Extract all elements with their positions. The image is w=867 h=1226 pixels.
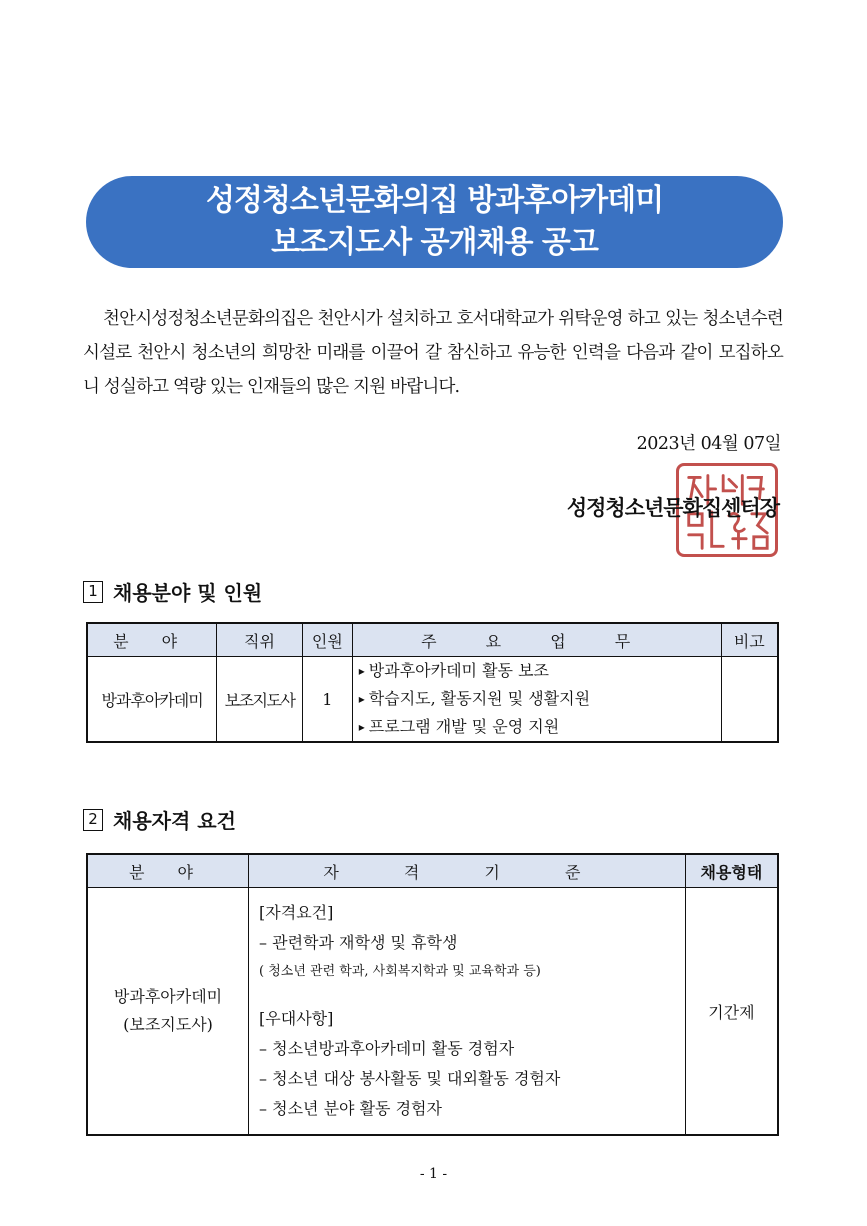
qualification-table — [86, 853, 779, 1136]
row-duties — [352, 657, 721, 743]
header-duties: 주 요 업 무 — [352, 623, 721, 657]
section-2-title: 채용자격 요건 — [113, 809, 236, 833]
section-2-heading — [83, 805, 236, 834]
field-line-1: 방과후아카데미 — [113, 987, 223, 1006]
requirement-note: ( 청소년 관련 학과, 사회복지학과 및 교육학과 등) — [259, 964, 541, 979]
title-line-2: 보조지도사 공개채용 공고 — [271, 225, 598, 260]
title-banner — [86, 176, 783, 268]
section-1-title: 채용분야 및 인원 — [113, 581, 263, 605]
duty-item: ▸ 프로그램 개발 및 운영 지원 — [359, 713, 715, 741]
row-position: 보조지도사 — [217, 657, 303, 743]
field-line-2: (보조지도사) — [123, 1015, 213, 1034]
row-field: 방과후아카데미 — [87, 657, 217, 743]
row-count: 1 — [302, 657, 352, 743]
header-employment-type: 채용형태 — [685, 854, 778, 888]
header-note: 비고 — [721, 623, 778, 657]
row-employment-type: 기간제 — [685, 888, 778, 1136]
notice-date: 2023년 04월 07일 — [636, 434, 781, 454]
header-count: 인원 — [302, 623, 352, 657]
table-row — [87, 888, 778, 1136]
organization-signature: 성정청소년문화집센터장 — [566, 496, 779, 520]
row-note — [721, 657, 778, 743]
section-1-number: 1 — [83, 581, 103, 603]
preference-heading: [우대사항] — [259, 1009, 334, 1028]
preference-item: – 청소년방과후아카데미 활동 경험자 — [259, 1039, 515, 1058]
duty-item: ▸ 학습지도, 활동지원 및 생활지원 — [359, 685, 715, 713]
header-field: 분 야 — [87, 854, 249, 888]
row-field — [87, 888, 249, 1136]
row-criteria — [249, 888, 686, 1136]
header-criteria: 자 격 기 준 — [249, 854, 686, 888]
intro-paragraph: 천안시성정청소년문화의집은 천안시가 설치하고 호서대학교가 위탁운영 하고 있는 청소년수련시설로 천안시 청소년의 희망찬 미래를 이끌어 갈 참신하고 유능한 인력을 다음과 같이 모집하오니 성실하고 역량 있는 인재들의 많은 지원 바랍니다. — [83, 309, 783, 397]
header-position: 직위 — [217, 623, 303, 657]
preference-item: – 청소년 분야 활동 경험자 — [259, 1099, 442, 1118]
requirement-heading: [자격요건] — [259, 903, 334, 922]
table-row — [87, 657, 778, 743]
header-field: 분 야 — [87, 623, 217, 657]
title-line-1: 성정청소년문화의집 방과후아카데미 — [205, 183, 664, 218]
requirement-item: – 관련학과 재학생 및 휴학생 — [259, 933, 458, 952]
page-number: - 1 - — [419, 1166, 448, 1182]
recruitment-field-table — [86, 622, 779, 743]
section-2-number: 2 — [83, 809, 103, 831]
preference-item: – 청소년 대상 봉사활동 및 대외활동 경험자 — [259, 1069, 561, 1088]
duty-item: ▸ 방과후아카데미 활동 보조 — [359, 657, 715, 685]
section-1-heading — [83, 577, 262, 606]
